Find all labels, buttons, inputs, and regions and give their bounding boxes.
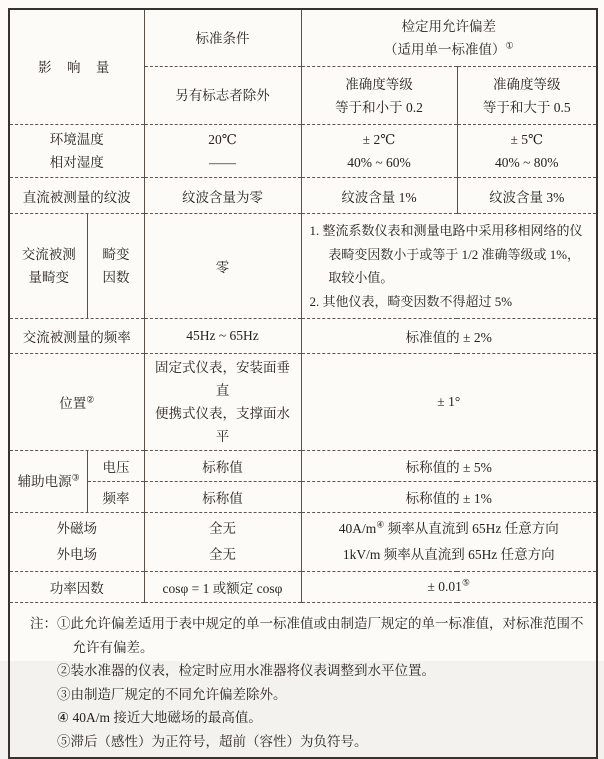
- cell-notes: [9, 603, 597, 759]
- cell-ac-frequency-standard: 45Hz ~ 65Hz: [144, 319, 301, 354]
- notes-list: [57, 612, 586, 753]
- footnote-ref-5: ⑤: [461, 577, 470, 588]
- cell-power-factor-label: 功率因数: [9, 572, 144, 603]
- cell-dc-ripple-high-class: 纹波含量 3%: [457, 178, 597, 214]
- cell-ext-fields-standard: 全无 全无: [144, 513, 301, 572]
- header-standard-conditions-sub: 另有标志者除外: [144, 67, 301, 125]
- cell-position-label: 位置②: [9, 354, 144, 451]
- footnote-ref-1: ①: [505, 40, 514, 51]
- aux-voltage-sublabel: 电压: [88, 451, 143, 482]
- cell-temp-humidity-low-class: ± 2℃ 40% ~ 60%: [301, 125, 457, 178]
- cell-aux-voltage-deviation: 标称值的 ± 5%: [301, 451, 597, 482]
- cell-position-deviation: ± 1°: [301, 354, 597, 451]
- cell-dc-ripple-label: 直流被测量的纹波: [9, 178, 144, 214]
- row-notes: [9, 603, 597, 759]
- header-accuracy-class-high: 准确度等级 等于和大于 0.5: [457, 67, 597, 125]
- note-1: ①此允许偏差适用于表中规定的单一标准值或由制造厂规定的单一标准值，对标准范围不允许有偏差。: [57, 616, 584, 655]
- header-influence-label: 影 响 量: [38, 59, 116, 75]
- aux-frequency-sublabel: 频率: [102, 491, 130, 506]
- cell-position-standard: 固定式仪表，安装面垂直 便携式仪表，支撑面水平: [144, 354, 301, 451]
- cell-aux-voltage-standard: 标称值: [144, 451, 301, 482]
- distortion-rule-1: 1. 整流系数仪表和测量电路中采用移相网络的仪表畸变因数小于或等于 1/2 准确等级或 1%，取较小值。: [309, 223, 583, 285]
- cell-temp-humidity-label: 环境温度 相对湿度: [9, 125, 144, 178]
- verification-conditions-table: [8, 8, 598, 759]
- row-ac-distortion: [9, 214, 597, 319]
- cell-aux-frequency-deviation: 标称值的 ± 1%: [301, 482, 597, 513]
- row-temperature-humidity: [9, 125, 597, 178]
- cell-aux-frequency-standard: 标称值: [144, 482, 301, 513]
- note-2: ②装水准器的仪表，检定时应用水准器将仪表调整到水平位置。: [57, 663, 435, 678]
- ac-distortion-label-factor: 畸变 因数: [102, 247, 130, 285]
- cell-ac-distortion-label: [9, 214, 144, 319]
- cell-ac-frequency-deviation: 标准值的 ± 2%: [301, 319, 597, 354]
- cell-temp-humidity-high-class: ± 5℃ 40% ~ 80%: [457, 125, 597, 178]
- note-5: ⑤滞后（感性）为正符号，超前（容性）为负符号。: [57, 733, 368, 749]
- row-aux-power-voltage: [9, 451, 597, 482]
- footnote-ref-3: ③: [71, 472, 80, 483]
- row-ac-frequency: [9, 319, 597, 354]
- ext-magnetic-deviation: 40A/m④ 频率从直流到 65Hz 任意方向: [338, 519, 559, 536]
- cell-temp-humidity-standard: 20℃ ——: [144, 125, 301, 178]
- cell-aux-power-label: [9, 451, 144, 513]
- aux-power-label-main: 辅助电源③: [10, 451, 88, 512]
- note-3: ③由制造厂规定的不同允许偏差除外。: [57, 686, 287, 702]
- header-standard-conditions: 标准条件: [144, 9, 301, 67]
- row-position: [9, 354, 597, 451]
- ac-distortion-label-main: 交流被测 量畸变: [10, 214, 88, 318]
- cell-ac-distortion-deviation: [301, 214, 597, 319]
- header-allowed-deviation: 检定用允许偏差 （适用单一标准值）①: [301, 9, 597, 67]
- cell-ext-fields-deviation: [301, 513, 597, 572]
- cell-ac-distortion-standard: 零: [144, 214, 301, 319]
- cell-dc-ripple-low-class: 纹波含量 1%: [301, 178, 457, 214]
- footnote-ref-2: ②: [86, 394, 95, 405]
- ext-electric-deviation: 1kV/m 频率从直流到 65Hz 任意方向: [342, 547, 555, 562]
- header-row-1: [9, 9, 597, 67]
- cell-dc-ripple-standard: 纹波含量为零: [144, 178, 301, 214]
- header-accuracy-class-low: 准确度等级 等于和小于 0.2: [301, 67, 457, 125]
- header-influence-quantity: [9, 9, 144, 125]
- note-4: ④ 40A/m 接近大地磁场的最高值。: [57, 710, 262, 725]
- row-external-fields: [9, 513, 597, 572]
- aux-power-sublabels: [88, 451, 143, 512]
- footnote-ref-4: ④: [376, 519, 385, 530]
- cell-power-factor-standard: cosφ = 1 或额定 cosφ: [144, 572, 301, 603]
- cell-ext-fields-label: 外磁场 外电场: [9, 513, 144, 572]
- distortion-rule-2: 2. 其他仪表，畸变因数不得超过 5%: [309, 293, 513, 309]
- notes-prefix: 注：: [30, 616, 57, 631]
- cell-ac-frequency-label: 交流被测量的频率: [9, 319, 144, 354]
- cell-power-factor-deviation: ± 0.01⑤: [301, 572, 597, 603]
- row-dc-ripple: [9, 178, 597, 214]
- row-power-factor: [9, 572, 597, 603]
